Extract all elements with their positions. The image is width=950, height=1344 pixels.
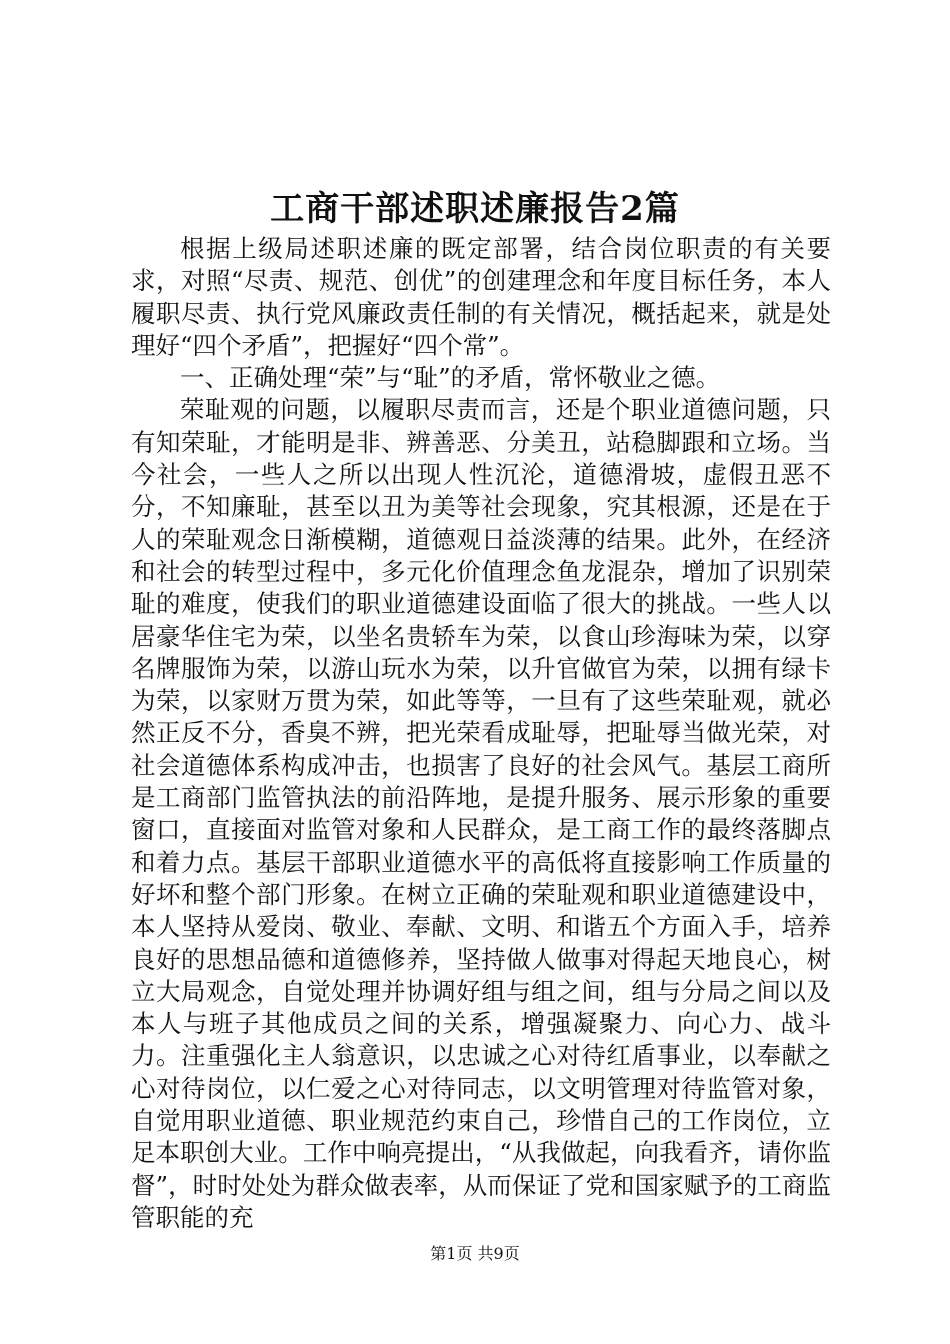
- paragraph-intro: 根据上级局述职述廉的既定部署，结合岗位职责的有关要求，对照“尽责、规范、创优”的创建理念和年度目标任务，本人履职尽责、执行党风廉政责任制的有关情况，概括起来，就是处理好“四个矛盾”，把握好“四个常”。: [131, 234, 831, 360]
- paragraph-body: 荣耻观的问题，以履职尽责而言，还是个职业道德问题，只有知荣耻，才能明是非、辨善恶、分美丑，站稳脚跟和立场。当今社会，一些人之所以出现人性沉沦，道德滑坡，虚假丑恶不分，不知廉耻，甚至以丑为美等社会现象，究其根源，还是在于人的荣耻观念日渐模糊，道德观日益淡薄的结果。此外，在经济和社会的转型过程中，多元化价值理念鱼龙混杂，增加了识别荣耻的难度，使我们的职业道德建设面临了很大的挑战。一些人以居豪华住宅为荣，以坐名贵轿车为荣，以食山珍海味为荣，以穿名牌服饰为荣，以游山玩水为荣，以升官做官为荣，以拥有绿卡为荣，以家财万贯为荣，如此等等，一旦有了这些荣耻观，就必然正反不分，香臭不辨，把光荣看成耻辱，把耻辱当做光荣，对社会道德体系构成冲击，也损害了良好的社会风气。基层工商所是工商部门监管执法的前沿阵地，是提升服务、展示形象的重要窗口，直接面对监管对象和人民群众，是工商工作的最终落脚点和着力点。基层干部职业道德水平的高低将直接影响工作质量的好坏和整个部门形象。在树立正确的荣耻观和职业道德建设中，本人坚持从爱岗、敬业、奉献、文明、和谐五个方面入手，培养良好的思想品德和道德修养，坚持做人做事对得起天地良心，树立大局观念，自觉处理并协调好组与组之间，组与分局之间以及本人与班子其他成员之间的关系，增强凝聚力、向心力、战斗力。注重强化主人翁意识，以忠诚之心对待红盾事业，以奉献之心对待岗位，以仁爱之心对待同志，以文明管理对待监管对象，自觉用职业道德、职业规范约束自己，珍惜自己的工作岗位，立足本职创大业。工作中响亮提出，“从我做起，向我看齐，请你监督”，时时处处为群众做表率，从而保证了党和国家赋予的工商监管职能的充: [131, 395, 831, 1232]
- document-title: 工商干部述职述廉报告2篇: [270, 189, 680, 229]
- document-body: [131, 233, 831, 1234]
- page-number-footer: 第1页 共9页: [430, 1244, 520, 1263]
- paragraph-section-heading: 一、正确处理“荣”与“耻”的矛盾，常怀敬业之德。: [180, 363, 721, 393]
